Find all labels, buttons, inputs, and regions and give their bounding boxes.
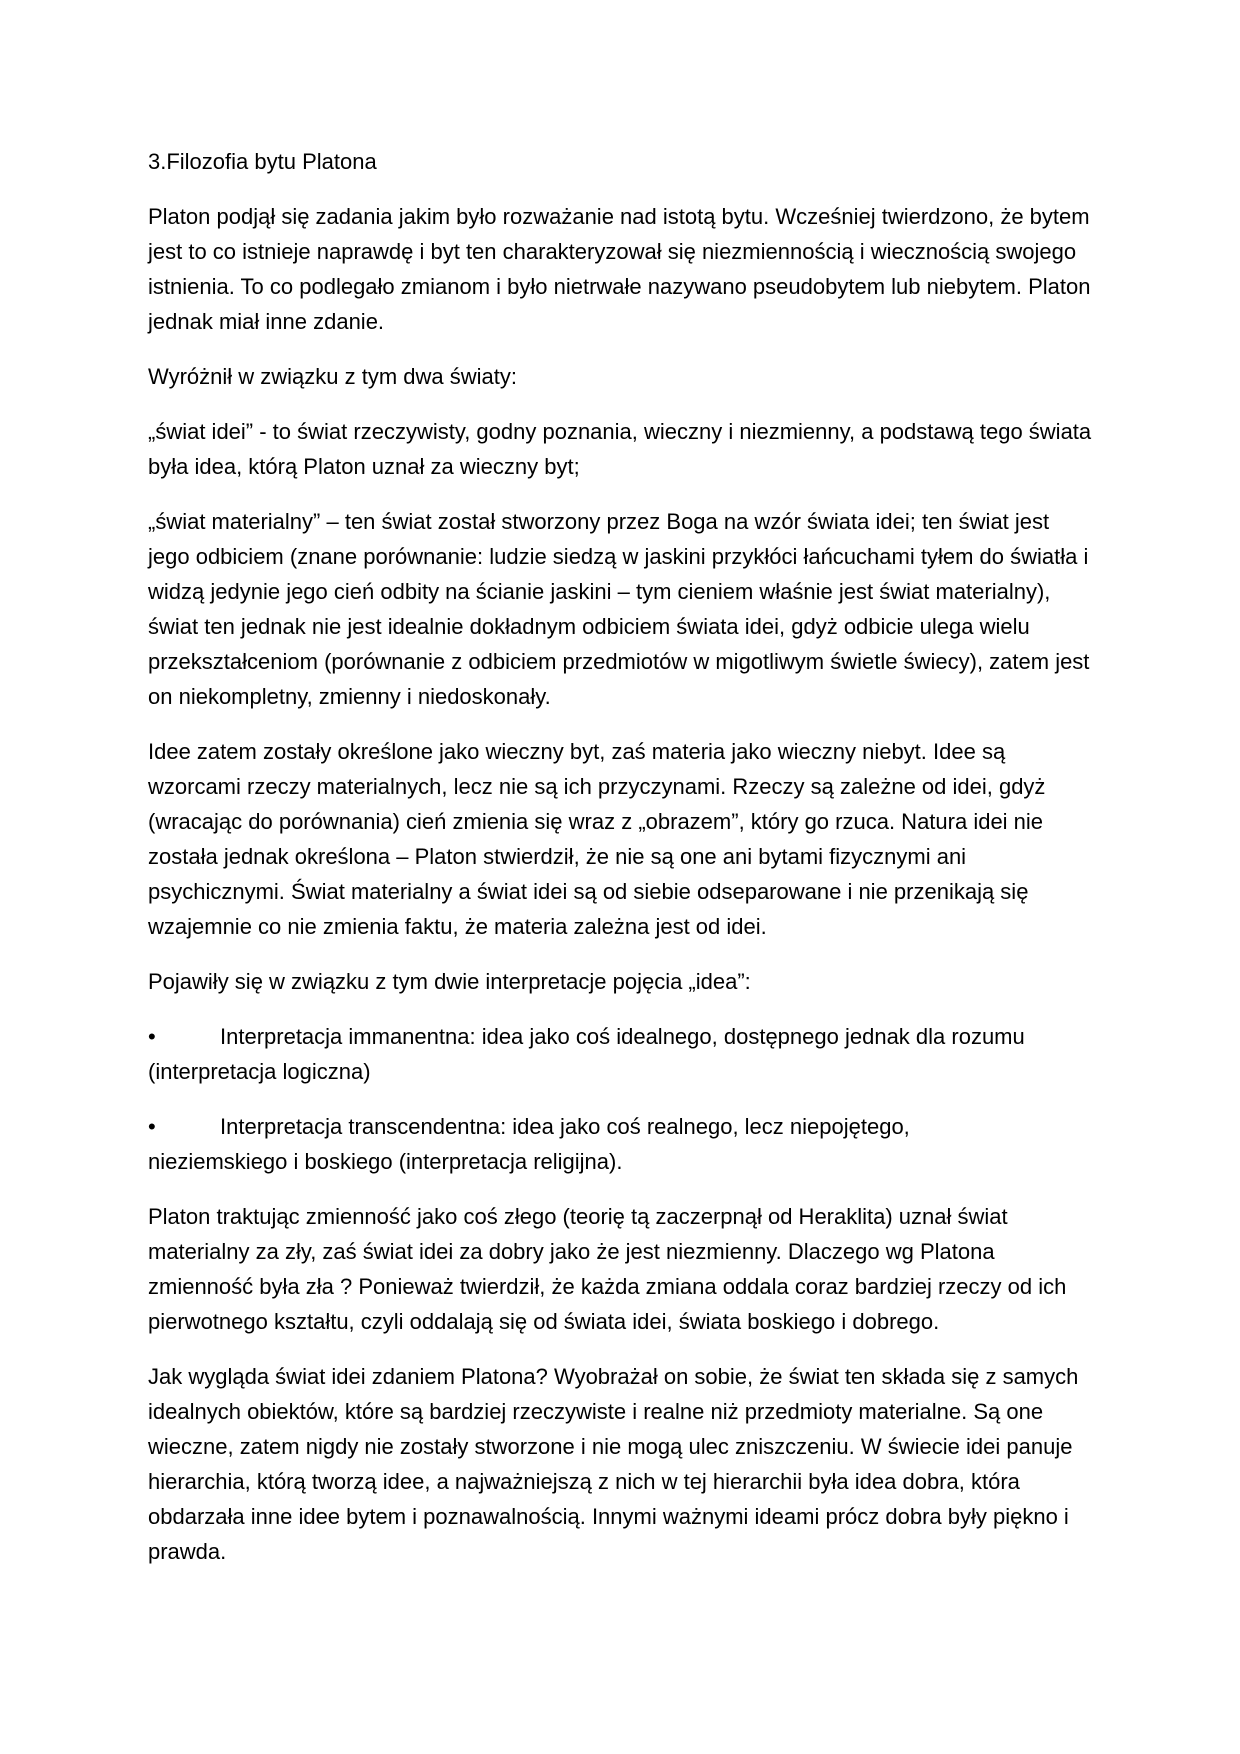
bullet-icon: •	[148, 1024, 156, 1049]
paragraph-material-world: „świat materialny” – ten świat został stworzony przez Boga na wzór świata idei; ten świat jest jego odbiciem (znane porównanie: ludzie siedzą w jaskini przykłóci łańcuchami tyłem do światła i widzą jedynie jego cień odbity na ścianie jaskini – tym cieniem właśnie jest świat materialny), świat ten jednak nie jest idealnie dokładnym odbiciem świata idei, gdyż odbicie ulega wielu przekształceniom (porównanie z odbiciem przedmiotów w migotliwym świetle świecy), zatem jest on niekompletny, zmienny i niedoskonały.	[148, 509, 1090, 709]
bullet-text: Interpretacja immanentna: idea jako coś idealnego, dostępnego jednak dla rozumu	[220, 1024, 1025, 1049]
bullet-first-line	[148, 1019, 1096, 1054]
paragraph-intro: Platon podjął się zadania jakim było rozważanie nad istotą bytu. Wcześniej twierdzono, że bytem jest to co istnieje naprawdę i byt ten charakteryzował się niezmiennością i wiecznością swojego istnienia. To co podlegało zmianom i było nietrwałe nazywano pseudobytem lub niebytem. Platon jednak miał inne zdanie.	[148, 204, 1091, 334]
paragraph-interpretations-intro: Pojawiły się w związku z tym dwie interpretacje pojęcia „idea”:	[148, 969, 751, 994]
paragraph-change-is-evil: Platon traktując zmienność jako coś złego (teorię tą zaczerpnął od Heraklita) uznał świat materialny za zły, zaś świat idei za dobry jako że jest niezmienny. Dlaczego wg Platona zmienność była zła ? Ponieważ twierdził, że każda zmiana oddala coraz bardziej rzeczy od ich pierwotnego kształtu, czyli oddalają się od świata idei, świata boskiego i dobrego.	[148, 1204, 1067, 1334]
paragraph-ideas-as-being: Idee zatem zostały określone jako wieczny byt, zaś materia jako wieczny niebyt. Idee są wzorcami rzeczy materialnych, lecz nie są ich przyczynami. Rzeczy są zależne od idei, gdyż (wracając do porównania) cień zmienia się wraz z „obrazem”, który go rzuca. Natura idei nie została jednak określona – Platon stwierdził, że nie są one ani bytami fizycznymi ani psychicznymi. Świat materialny a świat idei są od siebie odseparowane i nie przenikają się wzajemnie co nie zmienia faktu, że materia zależna jest od idei.	[148, 739, 1046, 939]
bullet-text: Interpretacja transcendentna: idea jako coś realnego, lecz niepojętego,	[220, 1114, 910, 1139]
bullet-first-line	[148, 1109, 1096, 1144]
paragraph-two-worlds: Wyróżnił w związku z tym dwa światy:	[148, 364, 517, 389]
bullet-continuation: nieziemskiego i boskiego (interpretacja religijna).	[148, 1149, 623, 1174]
paragraph-world-of-ideas: „świat idei” - to świat rzeczywisty, godny poznania, wieczny i niezmienny, a podstawą tego świata była idea, którą Platon uznał za wieczny byt;	[148, 419, 1092, 479]
bullet-item-transcendent	[148, 1109, 1096, 1179]
bullet-item-immanent	[148, 1019, 1096, 1089]
document-page	[148, 144, 1096, 1589]
bullet-icon: •	[148, 1114, 156, 1139]
document-title: 3.Filozofia bytu Platona	[148, 149, 377, 174]
paragraph-world-of-ideas-description: Jak wygląda świat idei zdaniem Platona? Wyobrażał on sobie, że świat ten składa się z samych idealnych obiektów, które są bardziej rzeczywiste i realne niż przedmioty materialne. Są one wieczne, zatem nigdy nie zostały stworzone i nie mogą ulec zniszczeniu. W świecie idei panuje hierarchia, którą tworzą idee, a najważniejszą z nich w tej hierarchii była idea dobra, która obdarzała inne idee bytem i poznawalnością. Innymi ważnymi ideami prócz dobra były piękno i prawda.	[148, 1364, 1079, 1564]
bullet-continuation: (interpretacja logiczna)	[148, 1059, 371, 1084]
